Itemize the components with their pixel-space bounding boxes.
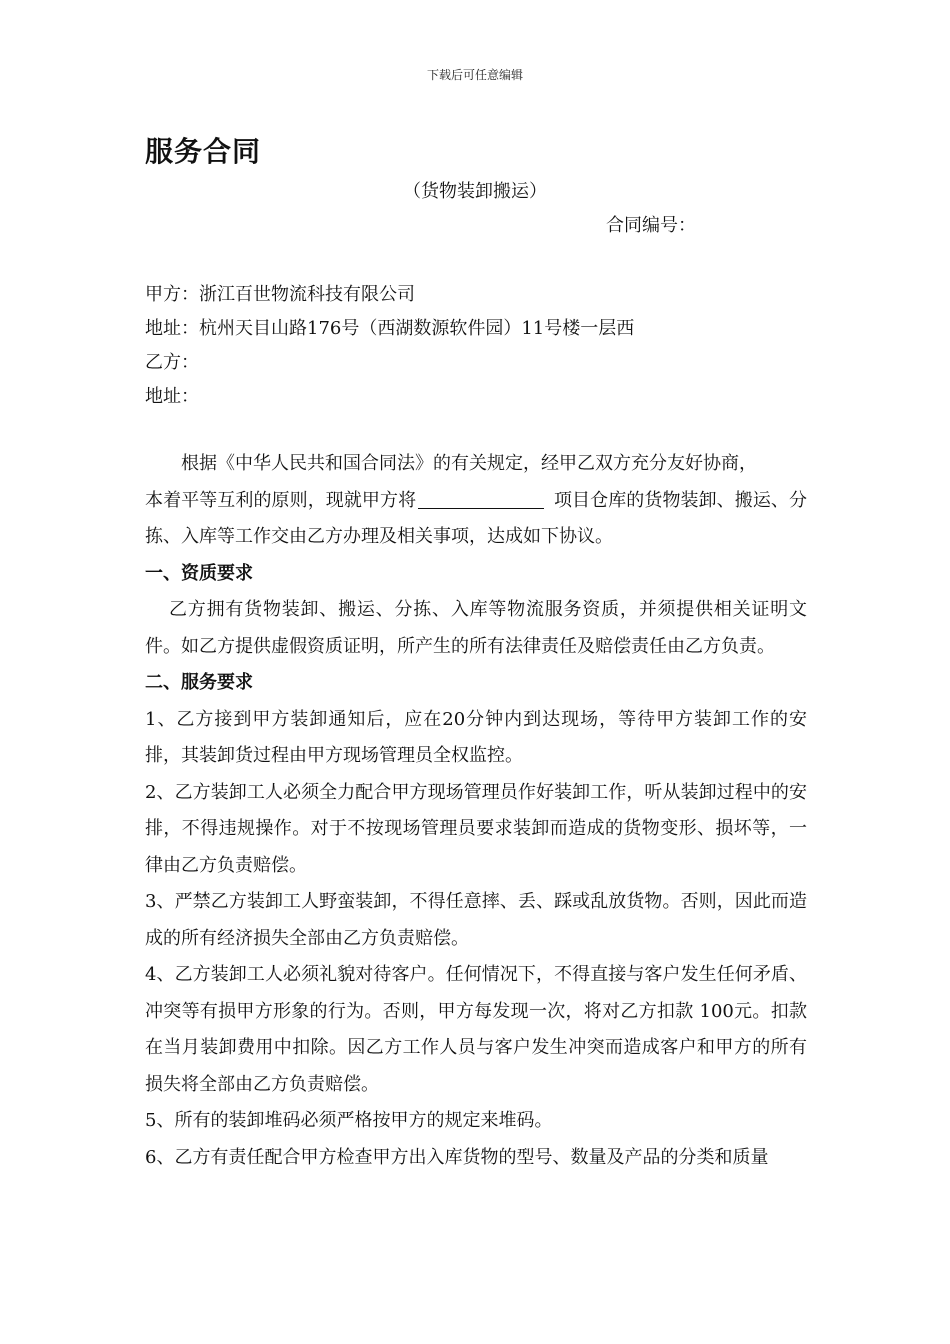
header-note: 下载后可任意编辑	[426, 68, 523, 82]
service-item-2: 2、乙方装卸工人必须全力配合甲方现场管理员作好装卸工作，听从装卸过程中的安排，不得违规操作。对于不按现场管理员要求装卸而造成的货物变形、损坏等，一律由乙方负责赔偿。	[145, 781, 807, 876]
section-heading-service: 二、服务要求	[145, 672, 253, 693]
service-item-4: 4、乙方装卸工人必须礼貌对待客户。任何情况下，不得直接与客户发生任何矛盾、冲突等有损甲方形象的行为。否则，甲方每发现一次，将对乙方扣款 100元。扣款在当月装卸费用中扣除。因乙方工作人员与客户发生冲突而造成客户和甲方的所有损失将全部由乙方负责赔偿。	[145, 964, 807, 1095]
project-name-blank	[418, 486, 544, 509]
party-a: 甲方：浙江百世物流科技有限公司	[145, 284, 415, 305]
party-b-address: 地址：	[145, 386, 199, 407]
contract-number-label: 合同编号：	[606, 215, 696, 236]
preamble-text-after-blank: 项目仓库的货物装卸、搬运、分拣、入库等工作交由乙方办理及相关事项，达成如下协议。	[145, 489, 807, 547]
contract-body	[145, 446, 807, 1176]
party-a-address: 地址：杭州天目山路176号（西湖数源软件园）11号楼一层西	[145, 318, 635, 339]
parties-block	[145, 278, 825, 414]
service-item-1: 1、乙方接到甲方装卸通知后，应在20分钟内到达现场，等待甲方装卸工作的安排，其装卸货过程由甲方现场管理员全权监控。	[145, 708, 807, 766]
service-item-3: 3、严禁乙方装卸工人野蛮装卸，不得任意摔、丢、踩或乱放货物。否则，因此而造成的所有经济损失全部由乙方负责赔偿。	[145, 891, 807, 949]
qualification-paragraph: 乙方拥有货物装卸、搬运、分拣、入库等物流服务资质，并须提供相关证明文件。如乙方提供虚假资质证明，所产生的所有法律责任及赔偿责任由乙方负责。	[145, 599, 807, 657]
preamble-paragraph	[145, 483, 807, 556]
service-item-5: 5、所有的装卸堆码必须严格按甲方的规定来堆码。	[145, 1110, 553, 1131]
section-heading-qualification: 一、资质要求	[145, 562, 253, 584]
service-item-6: 6、乙方有责任配合甲方检查甲方出入库货物的型号、数量及产品的分类和质量	[145, 1146, 769, 1168]
preamble-line-1: 根据《中华人民共和国合同法》的有关规定，经甲乙双方充分友好协商，	[181, 453, 757, 474]
party-b: 乙方：	[145, 352, 199, 373]
preamble-text-before-blank: 本着平等互利的原则，现就甲方将	[145, 489, 417, 511]
document-title: 服务合同	[145, 135, 262, 168]
document-subtitle: （货物装卸搬运）	[403, 181, 547, 202]
